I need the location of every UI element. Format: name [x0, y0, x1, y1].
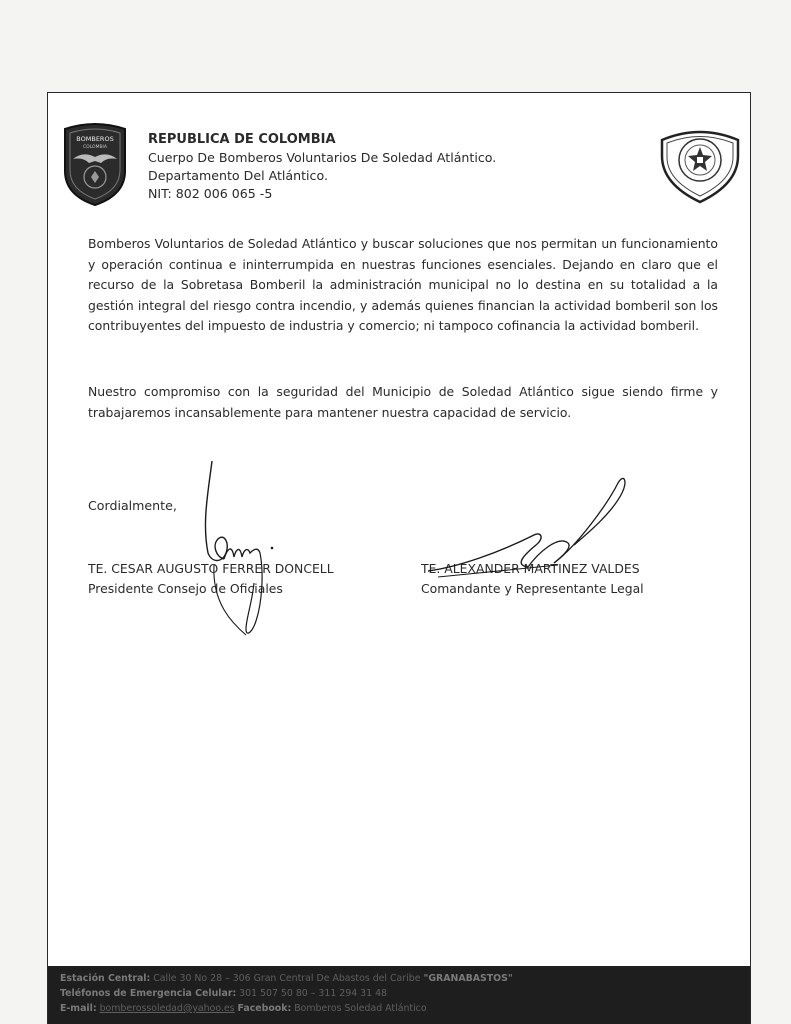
signatory-right-name: TE. ALEXANDER MARTINEZ VALDES — [421, 561, 640, 576]
letterhead-title: REPUBLICA DE COLOMBIA — [148, 132, 336, 147]
signatory-left-name: TE. CESAR AUGUSTO FERRER DONCELL — [88, 561, 334, 576]
signatory-right-role: Comandante y Representante Legal — [421, 581, 644, 596]
bomberos-colombia-logo — [61, 121, 129, 207]
footer-station-name: "GRANABASTOS" — [423, 973, 513, 984]
footer-bar — [48, 966, 751, 1024]
signatory-left-role: Presidente Consejo de Oficiales — [88, 581, 283, 596]
footer-phones-value: 301 507 50 80 – 311 294 31 48 — [239, 988, 387, 999]
footer-facebook-value: Bomberos Soledad Atlántico — [294, 1003, 427, 1014]
body-paragraph-2: Nuestro compromiso con la seguridad del Municipio de Soledad Atlántico sigue siendo firme y trabajaremos incansablemente para mantener nuestra capacidad de servicio. — [88, 384, 718, 420]
signature-left — [188, 453, 308, 643]
footer-phones-line — [60, 986, 751, 1001]
body-paragraph-1: Bomberos Voluntarios de Soledad Atlántico y buscar soluciones que nos permitan un funcionamiento y operación continua e ininterrumpida en nuestras funciones esenciales. Dejando en claro que el recurso de la Sobretasa Bomberil la administración municipal no lo destina en su totalidad a la gestión integral del riesgo contra incendio, y además quienes financian la actividad bomberil son los contribuyentes del impuesto de industria y comercio; ni tampoco cofinancia la actividad bomberil. — [88, 236, 718, 333]
letterhead-nit: NIT: 802 006 065 -5 — [148, 186, 273, 201]
logo-left-text2: COLOMBIA — [83, 145, 107, 150]
footer-phones-label: Teléfonos de Emergencia Celular: — [60, 988, 237, 999]
document-page — [47, 92, 751, 1024]
signatory-right — [421, 559, 644, 599]
signatory-left — [88, 559, 334, 599]
bomberos-seal-logo — [658, 126, 742, 206]
closing-salutation: Cordialmente, — [88, 498, 177, 513]
footer-email-label: E-mail: — [60, 1003, 97, 1014]
letterhead-line2: Departamento Del Atlántico. — [148, 168, 328, 183]
footer-station-line — [60, 971, 751, 986]
logo-left-text1: BOMBEROS — [76, 135, 114, 143]
footer-email-link[interactable]: bomberossoledad@yahoo.es — [99, 1003, 235, 1014]
footer-station-value: Calle 30 No 28 – 306 Gran Central De Abastos del Caribe — [153, 973, 421, 984]
footer-contact-line — [60, 1001, 751, 1016]
footer-station-label: Estación Central: — [60, 973, 151, 984]
footer-facebook-label: Facebook: — [237, 1003, 292, 1014]
letterhead — [148, 131, 496, 203]
letterhead-line1: Cuerpo De Bomberos Voluntarios De Soledad Atlántico. — [148, 150, 497, 165]
